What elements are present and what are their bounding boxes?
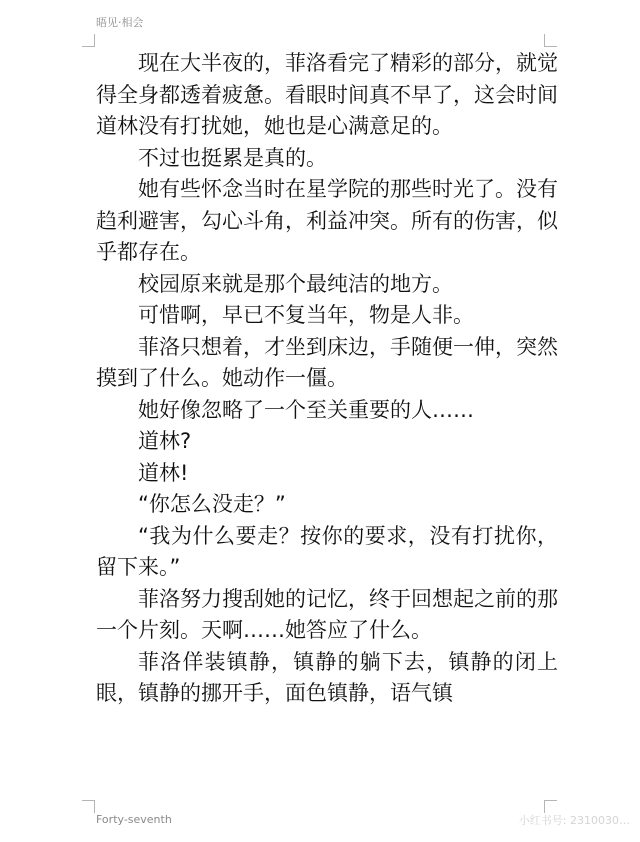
crop-mark-top-left: [82, 34, 95, 47]
paragraph: 校园原来就是那个最纯洁的地方。: [138, 271, 453, 296]
paragraph: “我为什么要走？按你的要求，没有打扰你，留下来。”: [96, 523, 558, 579]
page-footer: Forty-seventh: [96, 813, 172, 826]
crop-mark-top-right: [544, 34, 557, 47]
paragraph: 她有些怀念当时在星学院的那些时光了。没有趋利避害，勾心斗角，利益冲突。所有的伤害，似乎都存在。: [96, 177, 558, 264]
paragraph: 现在大半夜的，菲洛看完了精彩的部分，就觉得全身都透着疲惫。看眼时间真不早了，这会时间道林没有打扰她，她也是心满意足的。: [96, 51, 558, 138]
watermark: 小红书号: 2310030…: [518, 814, 630, 827]
paragraph: 菲洛佯装镇静，镇静的躺下去，镇静的闭上眼，镇静的挪开手，面色镇静，语气镇: [96, 649, 558, 705]
paragraph: 道林!: [138, 460, 189, 485]
paragraph: 不过也挺累是真的。: [138, 145, 327, 170]
paragraph: 她好像忽略了一个至关重要的人……: [138, 397, 474, 422]
page-header: 晤见·相会: [96, 16, 144, 29]
paragraph: “你怎么没走？”: [138, 492, 286, 516]
crop-mark-bottom-left: [82, 800, 95, 813]
document-body: [96, 48, 558, 710]
paragraph: 道林?: [138, 429, 192, 453]
paragraph: 菲洛努力搜刮她的记忆，终于回想起之前的那一个片刻。天啊……她答应了什么。: [96, 586, 558, 642]
paragraph: 菲洛只想着，才坐到床边，手随便一伸，突然摸到了什么。她动作一僵。: [96, 334, 558, 390]
paragraph: 可惜啊，早已不复当年，物是人非。: [138, 303, 474, 327]
